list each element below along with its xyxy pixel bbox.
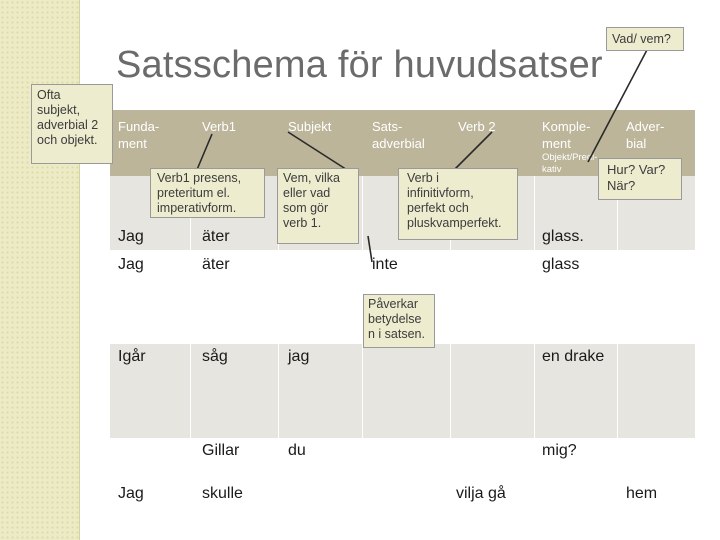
header-fundament: Funda- ment	[118, 119, 160, 151]
cell-fundament: Jag	[118, 228, 144, 245]
callout-adverbial-questions: Hur? Var? När?	[598, 158, 682, 200]
cell-fundament: Jag	[118, 256, 144, 273]
cell-verb1: äter	[202, 228, 230, 245]
cell-adverbial: hem	[626, 485, 658, 502]
cell-verb1: skulle	[202, 485, 243, 502]
cell-komplement: glass	[542, 256, 580, 273]
header-adverbial: Adver- bial	[626, 119, 665, 151]
cell-subjekt: jag	[288, 348, 310, 365]
callout-often-subject: Ofta subjekt, adverbial 2 och objekt.	[31, 84, 113, 164]
cell-komplement: mig?	[542, 442, 577, 459]
cell-subjekt: du	[288, 442, 306, 459]
callout-verb1-info: Verb1 presens, preteritum el. imperativform.	[150, 168, 265, 218]
cell-verb2: vilja gå	[456, 485, 506, 502]
cell-verb1: äter	[202, 256, 230, 273]
header-satsadverbial: Sats- adverbial	[372, 119, 425, 151]
callout-satsadverbial-info: Påverkar betydelse n i satsen.	[363, 294, 435, 348]
slide-title: Satsschema för huvudsatser	[116, 44, 603, 86]
header-komplement: Komple- ment	[542, 119, 591, 151]
callout-verb2-info: Verb i infinitivform, perfekt och pluskvamperfekt.	[398, 168, 518, 240]
header-komplement-sub: Objekt/Predi- kativ	[542, 152, 598, 175]
cell-fundament: Jag	[118, 485, 144, 502]
cell-satsadverbial: inte	[372, 256, 398, 273]
header-subjekt: Subjekt	[288, 119, 332, 134]
cell-verb1: Gillar	[202, 442, 240, 459]
cell-komplement: en drake	[542, 348, 605, 365]
cell-fundament: Igår	[118, 348, 146, 365]
cell-komplement: glass.	[542, 228, 584, 245]
header-verb1: Verb1	[202, 119, 236, 134]
cell-verb1: såg	[202, 348, 228, 365]
header-verb2: Verb 2	[458, 119, 496, 134]
callout-vad-vem: Vad/ vem?	[606, 27, 684, 51]
callout-subject-info: Vem, vilka eller vad som gör verb 1.	[277, 168, 359, 244]
